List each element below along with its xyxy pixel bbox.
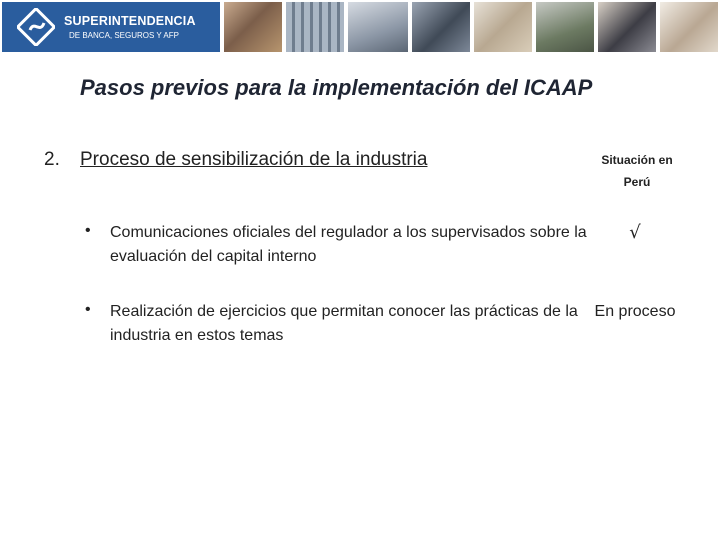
list-item-text: Realización de ejercicios que permitan conocer las prácticas de la industria en estos temas [110,303,578,344]
status-in-progress: En proceso [594,303,676,320]
banner-photo [474,2,532,52]
section-number: 2. [44,149,60,170]
banner-photo [224,2,282,52]
status-column-header: Situación en Perú [601,153,673,189]
section-title: Proceso de sensibilización de la industria [80,149,428,170]
banner-photo [660,2,718,52]
banner-photo [412,2,470,52]
sbs-logo [2,2,220,52]
banner-photo [598,2,656,52]
status-checkmark: √ [629,222,641,243]
logo-subtitle: DE BANCA, SEGUROS Y AFP [69,31,179,40]
banner-photo [536,2,594,52]
banner-photo [348,2,408,52]
logo-emblem-icon [17,8,55,46]
logo-title: SUPERINTENDENCIA [64,14,196,28]
bullet-marker: • [85,301,91,318]
list-item-text: Comunicaciones oficiales del regulador a los supervisados sobre la evaluación del capital interno [110,224,587,265]
slide-title: Pasos previos para la implementación del ICAAP [80,75,593,100]
bullet-marker: • [85,222,91,239]
header-banner [0,0,720,55]
banner-photo [286,2,344,52]
